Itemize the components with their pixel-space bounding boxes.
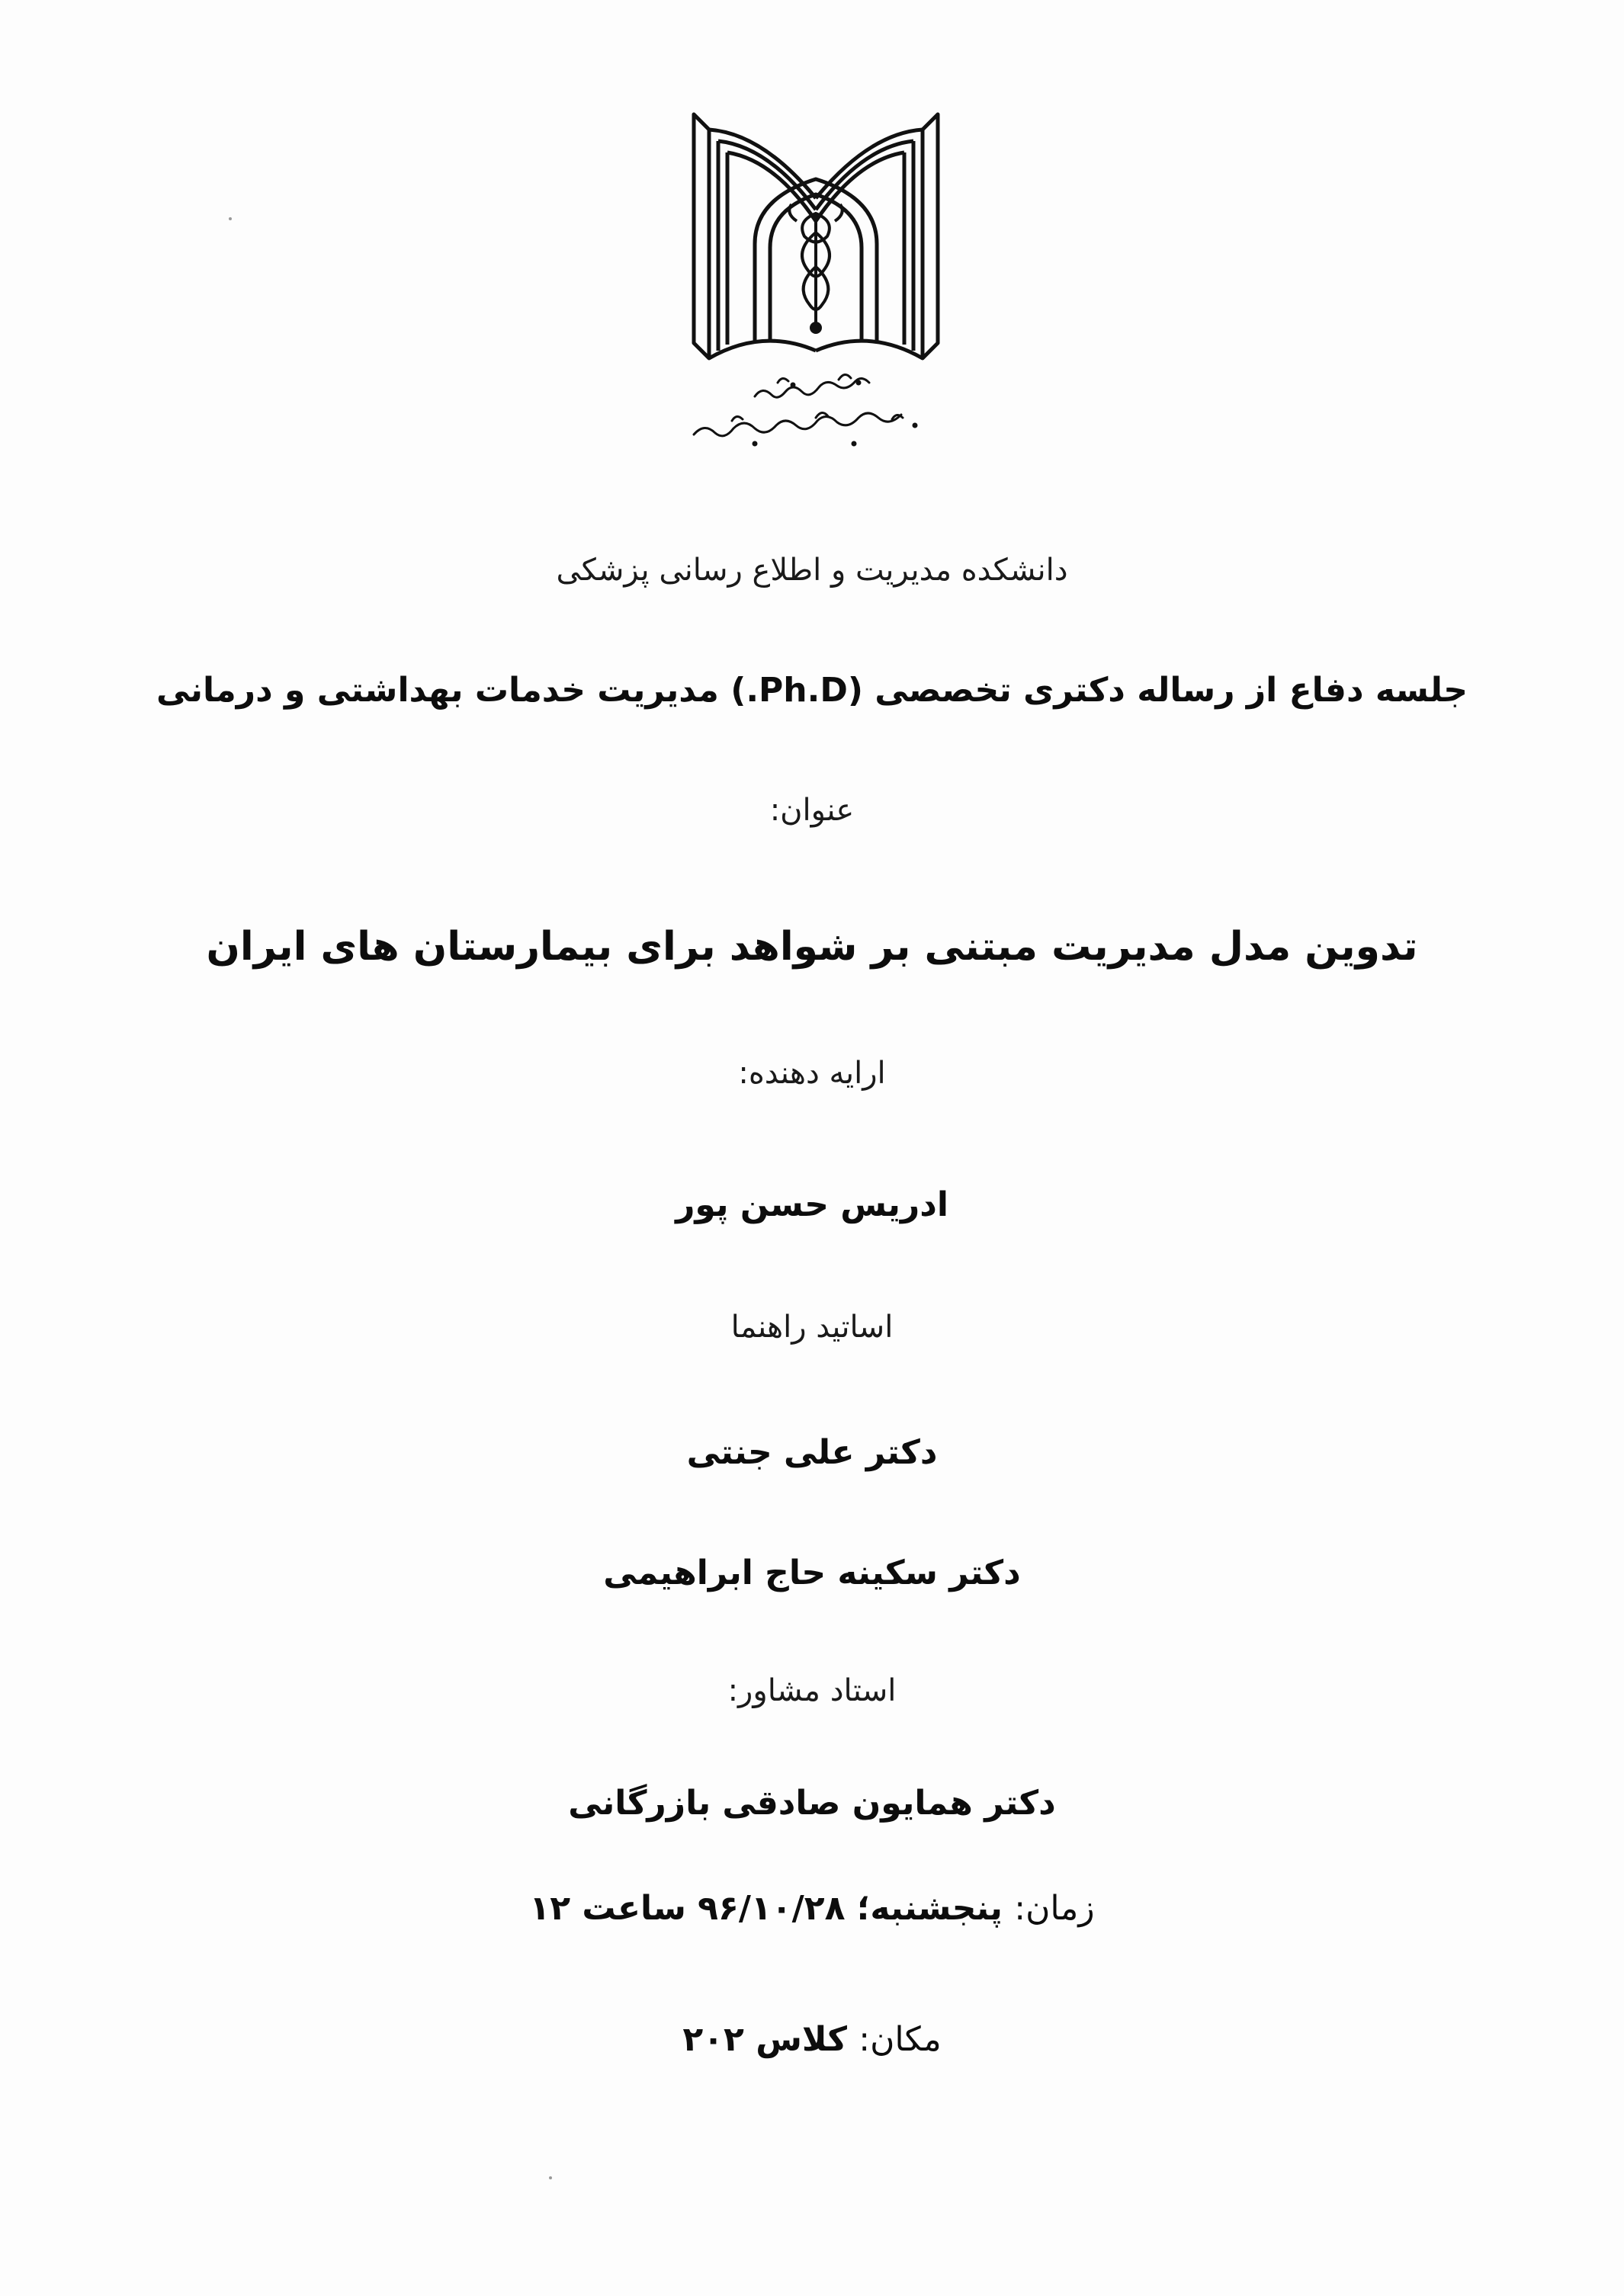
place-value: کلاس ۲۰۲ [682, 2020, 847, 2059]
time-value: پنجشنبه؛ ۹۶/۱۰/۲۸ ساعت ۱۲ [529, 1889, 1003, 1928]
supervisor-2: دکتر سکینه حاج ابراهیمی [603, 1554, 1021, 1592]
advisor-name: دکتر همایون صادقی بازرگانی [568, 1784, 1056, 1823]
supervisors-label: اساتید راهنما [730, 1310, 894, 1345]
title-label: عنوان: [769, 793, 855, 828]
supervisor-1: دکتر علی جنتی [686, 1433, 938, 1472]
thesis-title: تدوین مدل مدیریت مبتنی بر شواهد برای بیمارستان های ایران [206, 924, 1418, 970]
advisor-label: استاد مشاور: [727, 1673, 897, 1708]
session-place [0, 2020, 1624, 2059]
time-label: زمان: [1014, 1889, 1095, 1928]
scan-speck [229, 217, 232, 220]
presenter-label: ارایه دهنده: [738, 1056, 886, 1091]
university-book-emblem-icon [663, 99, 968, 457]
faculty-name: دانشکده مدیریت و اطلاع رسانی پزشکی [556, 553, 1068, 588]
session-time [0, 1889, 1624, 1928]
place-label: مکان: [859, 2020, 942, 2059]
presenter-name: ادریس حسن پور [676, 1185, 948, 1224]
scan-speck [549, 2176, 552, 2179]
session-heading: جلسه دفاع از رساله دکتری تخصصی (Ph.D.) مدیریت خدمات بهداشتی و درمانی [156, 671, 1468, 710]
